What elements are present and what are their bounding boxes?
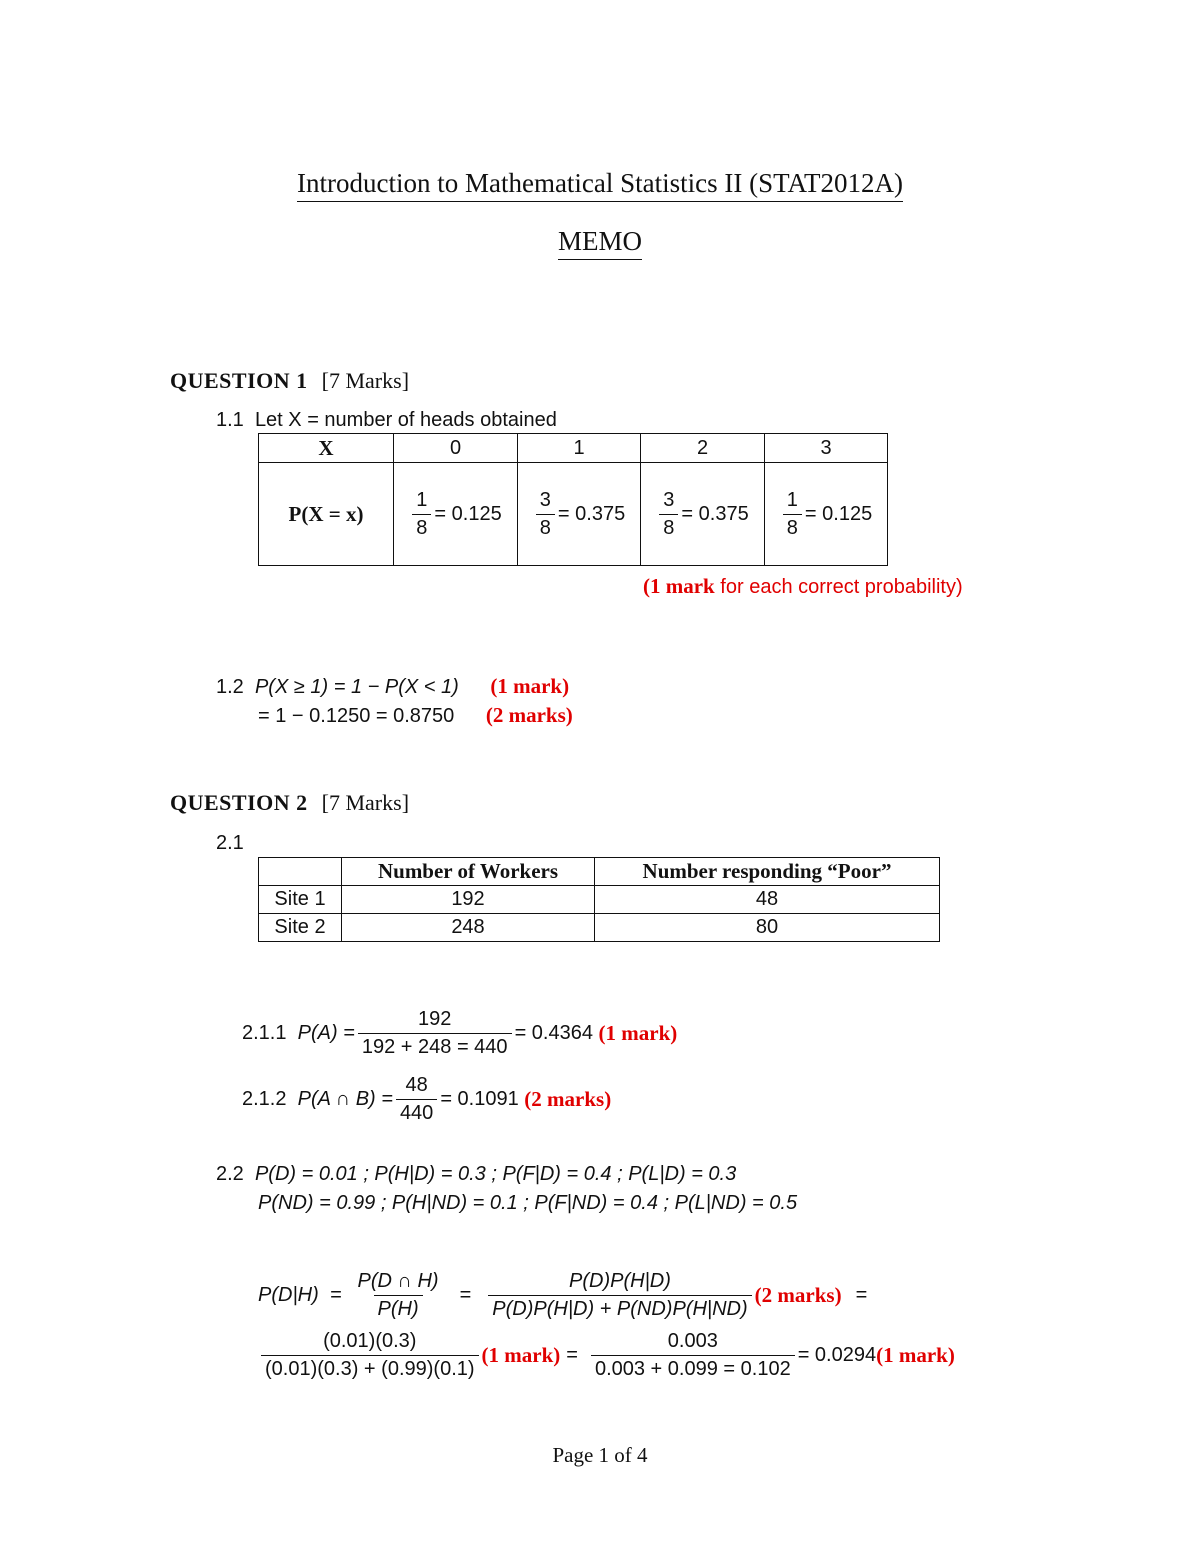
question-1-marks: [7 Marks]: [321, 368, 410, 393]
question-2-heading: QUESTION 2 [7 Marks]: [170, 790, 410, 815]
part-2-2-line-2: P(ND) = 0.99 ; P(H|ND) = 0.1 ; P(F|ND) = 0.4 ; P(L|ND) = 0.5: [258, 1192, 798, 1214]
table-p-header: P(X = x): [259, 463, 394, 566]
table-cell: 80: [595, 914, 940, 942]
part-2-2-line-1: 2.2 P(D) = 0.01 ; P(H|D) = 0.3 ; P(F|D) = 0.4 ; P(L|D) = 0.3: [216, 1163, 737, 1185]
part-2-1-1: 2.1.1 P(A) = $\frac{192}{192 + 248 = 440}$ = 0.4364 (1 mark): [242, 1008, 678, 1058]
part-1-2-line-1: 1.2 P(X ≥ 1) = 1 − P(X < 1) (1 mark): [216, 674, 570, 698]
table-x-value: 1: [518, 434, 641, 463]
table-cell: 248: [342, 914, 595, 942]
part-1-1: 1.1 Let X = number of heads obtained: [216, 409, 557, 431]
probability-table: [258, 433, 888, 566]
table-prob-cell: $\frac{3}{8}$ = 0.375: [641, 463, 765, 566]
table-header: [259, 858, 342, 886]
question-1-heading: QUESTION 1 [7 Marks]: [170, 368, 410, 393]
q1-marking-note: (1 mark for each correct probability): [643, 574, 963, 598]
table-row: [259, 886, 940, 914]
bayes-line-2: $\frac{(0.01)(0.3)}{(0.01)(0.3) + (0.99)(0.1)}$ (1 mark) = $\frac{0.003}{0.003 + 0.099 = 0.102}$ = 0.0294 (1 mark): [258, 1330, 955, 1381]
table-header: Number responding “Poor”: [595, 858, 940, 886]
table-prob-cell: $\frac{1}{8}$ = 0.125: [394, 463, 518, 566]
workers-table: [258, 857, 940, 942]
document-subtitle: MEMO: [0, 226, 1200, 257]
part-2-1-label: 2.1: [216, 832, 244, 854]
document-title: Introduction to Mathematical Statistics II (STAT2012A): [0, 168, 1200, 199]
table-prob-cell: $\frac{3}{8}$ = 0.375: [518, 463, 641, 566]
bayes-line-1: P(D|H) = $\frac{P(D \cap H)}{P(H)}$ = $\frac{P(D)P(H|D)}{P(D)P(H|D) + P(ND)P(H|ND)}$ (2 marks) =: [258, 1270, 868, 1320]
table-cell: 48: [595, 886, 940, 914]
table-row: [259, 914, 940, 942]
table-header: Number of Workers: [342, 858, 595, 886]
question-2-marks: [7 Marks]: [321, 790, 410, 815]
table-x-value: 2: [641, 434, 765, 463]
part-1-2-line-2: = 1 − 0.1250 = 0.8750 (2 marks): [258, 703, 573, 727]
page-number: Page 1 of 4: [552, 1443, 648, 1467]
table-cell: 192: [342, 886, 595, 914]
table-x-value: 0: [394, 434, 518, 463]
table-x-value: 3: [765, 434, 888, 463]
table-cell: Site 2: [259, 914, 342, 942]
table-prob-cell: $\frac{1}{8}$ = 0.125: [765, 463, 888, 566]
table-x-header: X: [259, 434, 394, 463]
table-cell: Site 1: [259, 886, 342, 914]
part-2-1-2: 2.1.2 P(A ∩ B) = $\frac{48}{440}$ = 0.1091 (2 marks): [242, 1074, 612, 1124]
